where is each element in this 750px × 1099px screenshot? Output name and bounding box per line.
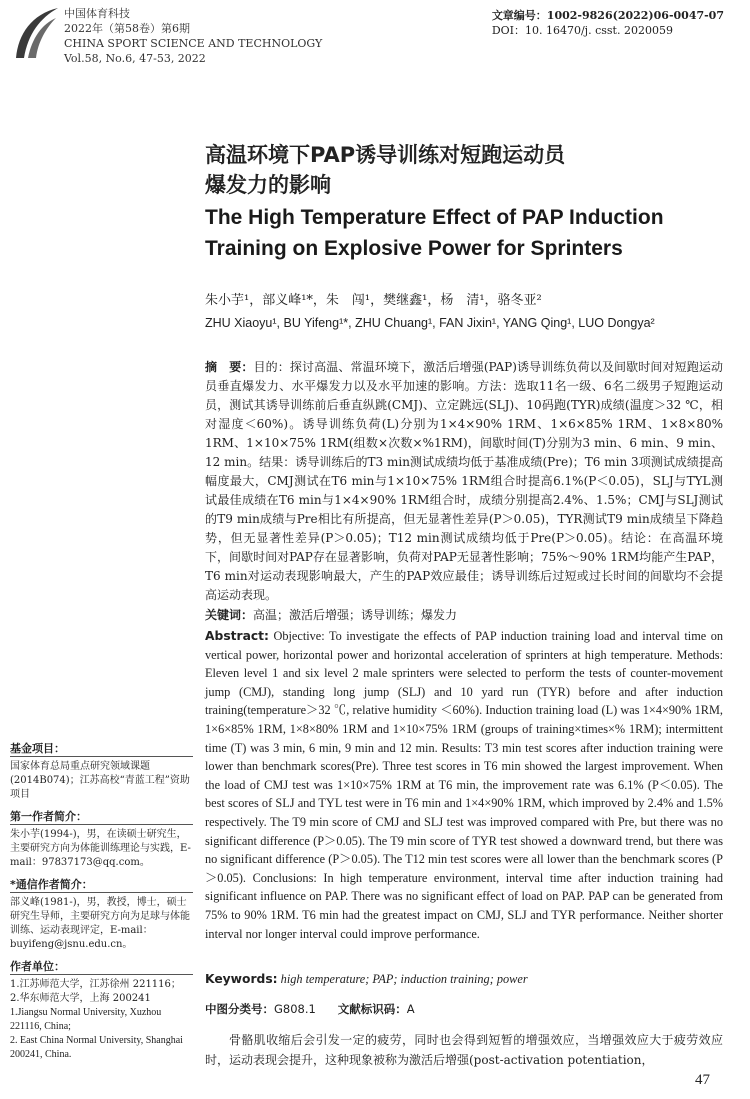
keywords-en-label: Keywords: xyxy=(205,972,278,986)
sidebar xyxy=(10,738,193,1062)
title-zh-line-1: 高温环境下PAP诱导训练对短跑运动员 xyxy=(205,143,566,167)
corr-author-text: 部义峰(1981-)，男，教授，博士，硕士研究生导师，主要研究方向为足球与体能训练、运动表现评定，E-mail：buyifeng@jsnu.edu.cn。 xyxy=(10,897,190,950)
article-info xyxy=(492,8,724,38)
clc-label: 中图分类号： xyxy=(205,1002,274,1016)
abstract-zh xyxy=(205,358,723,605)
article-number: 文章编号：1002-9826(2022)06-0047-07 xyxy=(491,9,724,22)
divider xyxy=(10,892,193,893)
authors-en: ZHU Xiaoyu¹, BU Yifeng¹*, ZHU Chuang¹, FAN Jixin¹, YANG Qing¹, LUO Dongya² xyxy=(205,316,655,330)
keywords-zh-text: 高温；激活后增强；诱导训练；爆发力 xyxy=(253,608,458,622)
journal-name-en: CHINA SPORT SCIENCE AND TECHNOLOGY xyxy=(64,37,323,50)
affiliation-2-en: 2. East China Normal University, Shanghai 200241, China. xyxy=(10,1035,183,1060)
affiliation-label: 作者单位： xyxy=(10,960,65,973)
first-author-text: 朱小芋(1994-)，男，在读硕士研究生，主要研究方向为体能训练理论与实践，E-mail：97837173@qq.com。 xyxy=(10,829,191,868)
keywords-zh-label: 关键词： xyxy=(205,608,254,622)
classification xyxy=(205,1001,415,1017)
abstract-zh-label: 摘 要： xyxy=(205,360,254,374)
doi: DOI：10. 16470/j. csst. 2020059 xyxy=(491,24,673,37)
title-en-line-1: The High Temperature Effect of PAP Induction xyxy=(205,206,664,229)
keywords-en xyxy=(205,970,723,989)
title-zh-line-2: 爆发力的影响 xyxy=(205,173,331,197)
journal-logo xyxy=(10,4,62,60)
fund-text: 国家体育总局重点研究领域课题(2014B074)；江苏高校“青蓝工程”资助项目 xyxy=(10,761,190,800)
doc-code-value: A xyxy=(406,1002,415,1016)
affiliation-1-zh: 1.江苏师范大学，江苏徐州 221116； xyxy=(10,979,181,990)
affiliation-1-en: 1.Jiangsu Normal University, Xuzhou 221116, China; xyxy=(10,1007,162,1032)
fund-label: 基金项目： xyxy=(10,742,65,755)
title-en-line-2: Training on Explosive Power for Sprinters xyxy=(205,237,623,260)
abstract-en-label: Abstract: xyxy=(205,629,269,643)
abstract-en xyxy=(205,627,723,943)
page-number: 47 xyxy=(695,1072,710,1088)
first-author-label: 第一作者简介： xyxy=(10,810,87,823)
divider xyxy=(10,756,193,757)
abstract-en-text: Objective: To investigate the effects of PAP induction training load and interval time on vertical power, horizontal power and horizontal acceleration of sprinters at high temperature. Methods: Eleven level 1 and six level 2 male sprinters were selected to perform the tests of counter-movement jump (CMJ), standing long jump (SLJ) and 10 yard run (TYR) before and after induction training(temperature＞32 ℃, relative humidity ＜60%). Induction training load (L) was 1×4×90% 1RM, 1×6×85% 1RM, 1×8×80% 1RM and 1×10×75% 1RM (groups of training×times×% 1RM); intermittent time (T) was 3 min, 6 min, 9 min and 12 min. Results: T3 min test scores after induction training were lower than benchmark scores(Pre). Three test scores in T6 min showed the largest improvement. When the load of CMJ test was 1×10×75% 1RM at T6 min, the improvement rate was 6.1% (P＜0.05). The best scores of SLJ and TYL test were in T6 min and 1×4×90% 1RM, which improved by 2.4% and 1.5% respectively. The T9 min score of CMJ and SLJ test was improved compared with Pre, but there was no significant difference (P＞0.05). The T9 min score of TYR test showed a downward trend, but there was no significant difference (P＞0.05). The T12 min test scores were all lower than the benchmark scores (P＞0.05). Conclusions: In high temperature environment, interval time after induction training had significant influence on PAP. There was no significant effect of load on PAP. PAP can be generated from 75% to 90% 1RM. T6 min had the greatest impact on CMJ, SLJ and TYR performance. Neither shorter interval nor longer interval could improve performance. xyxy=(205,629,723,941)
abstract-zh-text: 目的：探讨高温、常温环境下，激活后增强(PAP)诱导训练负荷以及间歇时间对短跑运动员垂直爆发力、水平爆发力以及水平加速的影响。方法：选取11名一级、6名二级男子短跑运动员，测试其诱导训练前后垂直纵跳(CMJ)、立定跳远(SLJ)、10码跑(TYR)成绩(温度＞32 ℃，相对湿度＜60%)。诱导训练负荷(L)分别为1×4×90% 1RM、1×6×85% 1RM、1×8×80% 1RM、1×10×75% 1RM(组数×次数×%1RM)，间歇时间(T)分别为3 min、6 min、9 min、12 min。结果：诱导训练后的T3 min测试成绩均低于基准成绩(Pre)；T6 min 3项测试成绩提高幅度最大，CMJ测试在T6 min与1×10×75% 1RM组合时提高6.1%(P＜0.05)，SLJ与TYL测试最佳成绩在T6 min与1×4×90% 1RM组合时，成绩分别提高2.4%、1.5%；CMJ与SLJ测试的T9 min成绩与Pre相比有所提高，但无显著性差异(P＞0.05)，TYR测试T9 min成绩呈下降趋势，但无显著性差异(P＞0.05)；T12 min测试成绩均低于Pre(P＞0.05)。结论：在高温环境下，间歇时间对PAP存在显著影响，负荷对PAP无显著性影响；75%～90% 1RM均能产生PAP，T6 min对运动表现影响最大，产生的PAP效应最佳；诱导训练后过短或过长时间的间歇均不会提高运动表现。 xyxy=(205,360,723,602)
title-en xyxy=(205,202,664,264)
doc-code-label: 文献标识码： xyxy=(337,1002,407,1016)
issue-zh: 2022年（第58卷）第6期 xyxy=(64,22,190,35)
journal-name-zh: 中国体育科技 xyxy=(64,7,130,20)
clc-value: G808.1 xyxy=(274,1002,316,1016)
affiliation-2-zh: 2.华东师范大学，上海 200241 xyxy=(10,993,151,1004)
divider xyxy=(10,824,193,825)
intro-paragraph: 骨骼肌收缩后会引发一定的疲劳，同时也会得到短暂的增强效应，当增强效应大于疲劳效应时，运动表现会提升，这种现象被称为激活后增强(post-activation potentiation， xyxy=(205,1033,723,1067)
keywords-zh xyxy=(205,606,723,625)
issue-en: Vol.58, No.6, 47-53, 2022 xyxy=(64,52,206,65)
journal-header xyxy=(64,6,322,66)
divider xyxy=(10,974,193,975)
authors-zh: 朱小芋¹，部义峰¹*，朱 闯¹，樊继鑫¹，杨 清¹，骆冬亚² xyxy=(205,293,542,308)
keywords-en-text: high temperature; PAP; induction training; power xyxy=(280,972,528,986)
corr-author-label: *通信作者简介： xyxy=(10,878,93,891)
title-zh xyxy=(205,140,565,200)
